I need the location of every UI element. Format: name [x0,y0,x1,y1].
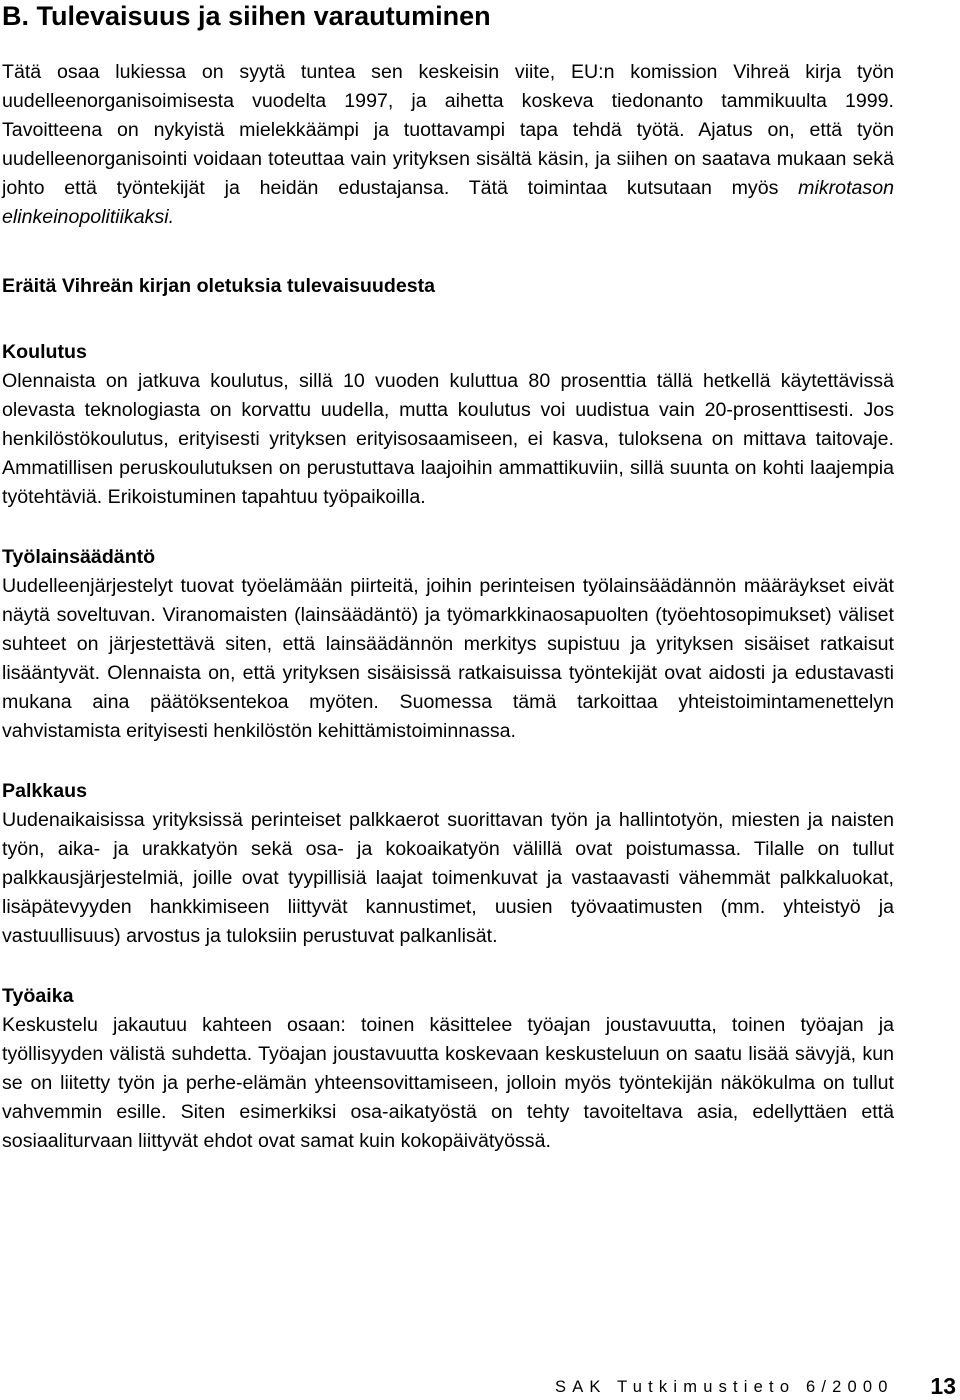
topic-paragraph: Uudenaikaisissa yrityksissä perinteiset palkkaerot suorittavan työn ja hallintotyön, miesten ja naisten työn, aika- ja urakkatyön sekä osa- ja kokoaikatyön välillä ovat poistumassa. Tilalle on tullut palkkausjärjestelmiä, joille ovat tyypillisiä laajat toimenkuvat ja vastaavasti vähemmät palkkaluokat, lisäpätevyyden hankkimiseen liittyvät kannustimet, uusien työvaatimusten (mm. yhteistyö ja vastuullisuus) arvostus ja tuloksiin perustuvat palkanlisät. [2,809,894,947]
intro-text: Tätä osaa lukiessa on syytä tuntea sen keskeisin viite, EU:n komission Vihreä kirja työn uudelleenorganisoimisesta vuodelta 1997, ja aihetta koskeva tiedonanto tammikuulta 1999. Tavoitteena on nykyistä mielekkäämpi ja tuottavampi tapa tehdä työtä. Ajatus on, että työn uudelleenorganisointi voidaan toteuttaa vain yrityksen sisältä käsin, ja siihen on saatava mukaan sekä johto että työntekijät ja heidän edustajansa. Tätä toimintaa kutsutaan myös [2,61,894,199]
topic-paragraph: Olennaista on jatkuva koulutus, sillä 10 vuoden kuluttua 80 prosenttia tällä hetkellä käytettävissä olevasta teknologiasta on korvattu uudella, mutta koulutus voi uudistua vain 20-prosenttisesti. Jos henkilöstökoulutus, erityisesti yrityksen erityisosaamiseen, ei kasva, tuloksena on mittava taitovaje. Ammatillisen peruskoulutuksen on perustuttava laajoihin ammattikuviin, sillä suunta on kohti laajempia työtehtäviä. Erikoistuminen tapahtuu työpaikoilla. [2,370,894,508]
topic-tyoaika [2,982,894,1156]
green-paper-heading: Eräitä Vihreän kirjan oletuksia tulevaisuudesta [2,275,436,297]
topic-paragraph: Keskustelu jakautuu kahteen osaan: toinen käsittelee työajan joustavuutta, toinen työajan ja työllisyyden välistä suhdetta. Työajan joustavuutta koskevaan keskusteluun on saatu lisää sävyjä, kun se on liitetty työn ja perhe-elämän yhteensovittamiseen, jolloin myös työntekijän näkökulma on tullut vahvemmin esille. Siten esimerkiksi osa-aikatyöstä on tehty tavoiteltava asia, edellyttäen että sosiaaliturvaan liittyvät ehdot ovat samat kuin kokopäivätyössä. [2,1014,894,1152]
footer-publication: SAK Tutkimustieto 6/2000 [555,1378,894,1396]
topic-heading: Palkkaus [2,780,87,802]
page-number: 13 [930,1373,956,1399]
page-footer [0,1375,960,1399]
topic-heading: Työaika [2,985,74,1007]
topic-heading: Koulutus [2,341,87,363]
topic-tyolainsaadanto [2,543,894,746]
topic-heading: Työlainsäädäntö [2,546,156,568]
topic-palkkaus [2,777,894,951]
topic-paragraph: Uudelleenjärjestelyt tuovat työelämään piirteitä, joihin perinteisen työlainsäädännön määräykset eivät näytä soveltuvan. Viranomaisten (lainsäädäntö) ja työmarkkinaosapuolten (työehtosopimukset) väliset suhteet on järjestettävä siten, että lainsäädännön merkitys supistuu ja yrityksen sisäiset ratkaisut lisääntyvät. Olennaista on, että yrityksen sisäisissä ratkaisuissa työntekijät ovat aidosti ja edustavasti mukana aina päätöksentekoa myöten. Suomessa tämä tarkoittaa yhteistoimintamenettelyn vahvistamista erityisesti henkilöstön kehittämistoiminnassa. [2,575,894,742]
topic-koulutus [2,338,894,512]
section-title: B. Tulevaisuus ja siihen varautuminen [2,1,491,31]
document-page [2,0,894,1156]
intro-emphasis: mikrotason elinkeinopolitiikaksi. [2,177,894,228]
intro-paragraph [2,58,894,232]
